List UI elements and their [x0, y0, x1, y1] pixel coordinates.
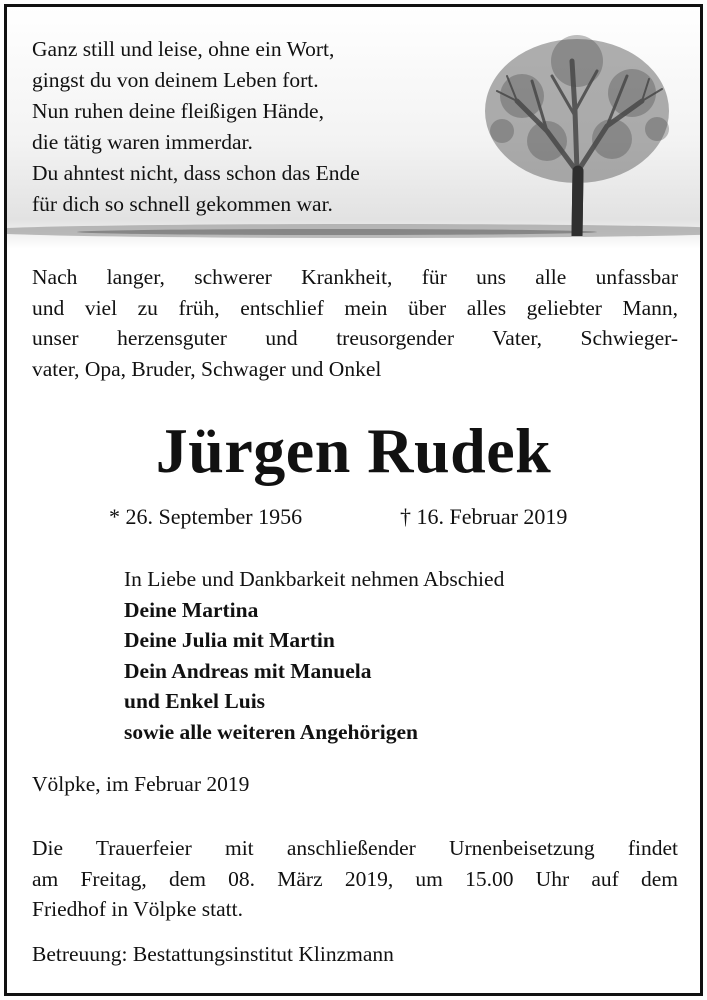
deceased-name: Jürgen Rudek: [155, 415, 552, 486]
poem-line: Ganz still und leise, ohne ein Wort,: [32, 37, 335, 61]
poem-line: Nun ruhen deine fleißigen Hände,: [32, 99, 324, 123]
funeral-home: Betreuung: Bestattungsinstitut Klinzmann: [32, 942, 394, 966]
ceremony-line: Die Trauerfeier mit anschließender Urnenbeisetzung findet: [32, 836, 678, 860]
farewell-intro: In Liebe und Dankbarkeit nehmen Abschied: [124, 567, 505, 591]
birth-date: * 26. September 1956: [109, 504, 303, 529]
poem-line: gingst du von deinem Leben fort.: [32, 68, 319, 92]
family-member: Dein Andreas mit Manuela: [124, 658, 372, 683]
family-list: [124, 564, 504, 747]
obituary-notice: [4, 4, 703, 996]
header-image: [7, 7, 700, 249]
place-date: Völpke, im Februar 2019: [32, 772, 250, 796]
poem-line: für dich so schnell gekommen war.: [32, 192, 333, 216]
poem: [32, 34, 492, 220]
tree-icon: [477, 21, 677, 236]
poem-line: Du ahntest nicht, dass schon das Ende: [32, 161, 360, 185]
intro-text: [32, 262, 678, 384]
intro-line: Nach langer, schwerer Krankheit, für uns alle unfassbar: [32, 265, 678, 289]
ceremony-info: [32, 833, 678, 925]
death-date: † 16. Februar 2019: [400, 504, 568, 529]
poem-line: die tätig waren immerdar.: [32, 130, 253, 154]
family-member: sowie alle weiteren Angehörigen: [124, 719, 418, 744]
family-member: Deine Julia mit Martin: [124, 628, 335, 652]
ceremony-line: am Freitag, dem 08. März 2019, um 15.00 Uhr auf dem: [32, 866, 678, 891]
ceremony-line: Friedhof in Völpke statt.: [32, 897, 244, 921]
family-member: und Enkel Luis: [124, 689, 266, 713]
intro-line: unser herzensguter und treusorgender Vater, Schwieger-: [32, 326, 678, 350]
family-member: Deine Martina: [124, 597, 259, 622]
intro-line: und viel zu früh, entschlief mein über alles geliebter Mann,: [32, 295, 678, 320]
intro-line: vater, Opa, Bruder, Schwager und Onkel: [32, 356, 382, 381]
